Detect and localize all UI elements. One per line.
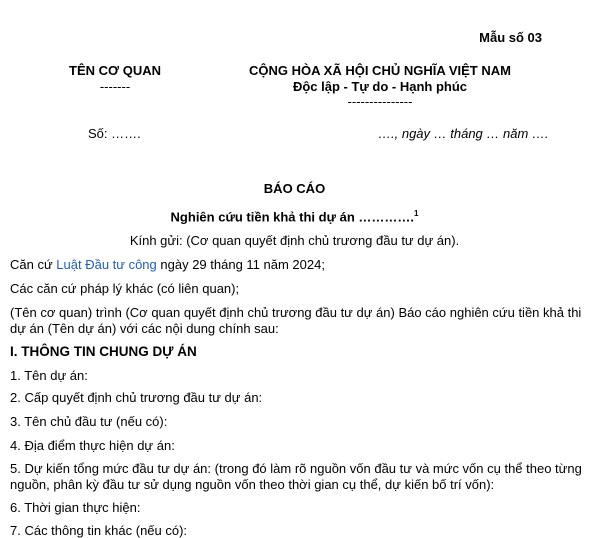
list-item: 1. Tên dự án: — [10, 368, 88, 383]
list-item: 3. Tên chủ đầu tư (nếu có): — [10, 414, 168, 429]
legal-basis-other: Các căn cứ pháp lý khác (có liên quan); — [10, 281, 240, 296]
legal-basis-suffix: ngày 29 tháng 11 năm 2024; — [156, 257, 325, 272]
list-item: 6. Thời gian thực hiện: — [10, 500, 141, 515]
national-title: CỘNG HÒA XÃ HỘI CHỦ NGHĨA VIỆT NAM — [249, 63, 511, 78]
submission-line-2: dự án (Tên dự án) với các nội dung chính sau: — [10, 321, 279, 336]
list-item: 7. Các thông tin khác (nếu có): — [10, 523, 188, 538]
list-item: 5. Dự kiến tổng mức đầu tư dự án: (trong đó làm rõ nguồn vốn đầu tư và mức vốn cụ thể theo từng — [10, 461, 582, 476]
legal-basis-prefix: Căn cứ — [10, 257, 57, 272]
list-item: 4. Địa điểm thực hiện dự án: — [10, 438, 175, 453]
law-link[interactable]: Luật Đầu tư công — [56, 257, 157, 272]
report-title: BÁO CÁO — [263, 181, 326, 196]
motto-divider: --------------- — [347, 94, 413, 109]
report-subtitle — [0, 209, 589, 224]
submission-line-1: (Tên cơ quan) trình (Cơ quan quyết định chủ trương đầu tư dự án) Báo cáo nghiên cứu tiền khả thi — [10, 305, 582, 320]
national-motto: Độc lập - Tự do - Hạnh phúc — [292, 79, 468, 94]
list-item: 2. Cấp quyết định chủ trương đầu tư dự án: — [10, 390, 263, 405]
legal-basis-law — [10, 257, 325, 272]
document-number: Số: ……. — [88, 126, 141, 141]
document-date: …., ngày … tháng … năm …. — [378, 126, 549, 141]
recipient-line: Kính gửi: (Cơ quan quyết định chủ trương đầu tư dự án). — [129, 233, 460, 248]
footnote-marker: 1 — [414, 209, 419, 218]
list-item-continuation: nguồn, phân kỳ đầu tư sử dụng nguồn vốn theo thời gian cụ thể, dự kiến bố trí vốn): — [10, 477, 495, 492]
form-number: Mẫu số 03 — [479, 30, 542, 45]
agency-divider: ------- — [99, 79, 131, 94]
subtitle-text: Nghiên cứu tiền khả thi dự án …………. — [170, 209, 414, 225]
agency-name: TÊN CƠ QUAN — [69, 63, 161, 78]
section-heading: I. THÔNG TIN CHUNG DỰ ÁN — [10, 344, 197, 359]
